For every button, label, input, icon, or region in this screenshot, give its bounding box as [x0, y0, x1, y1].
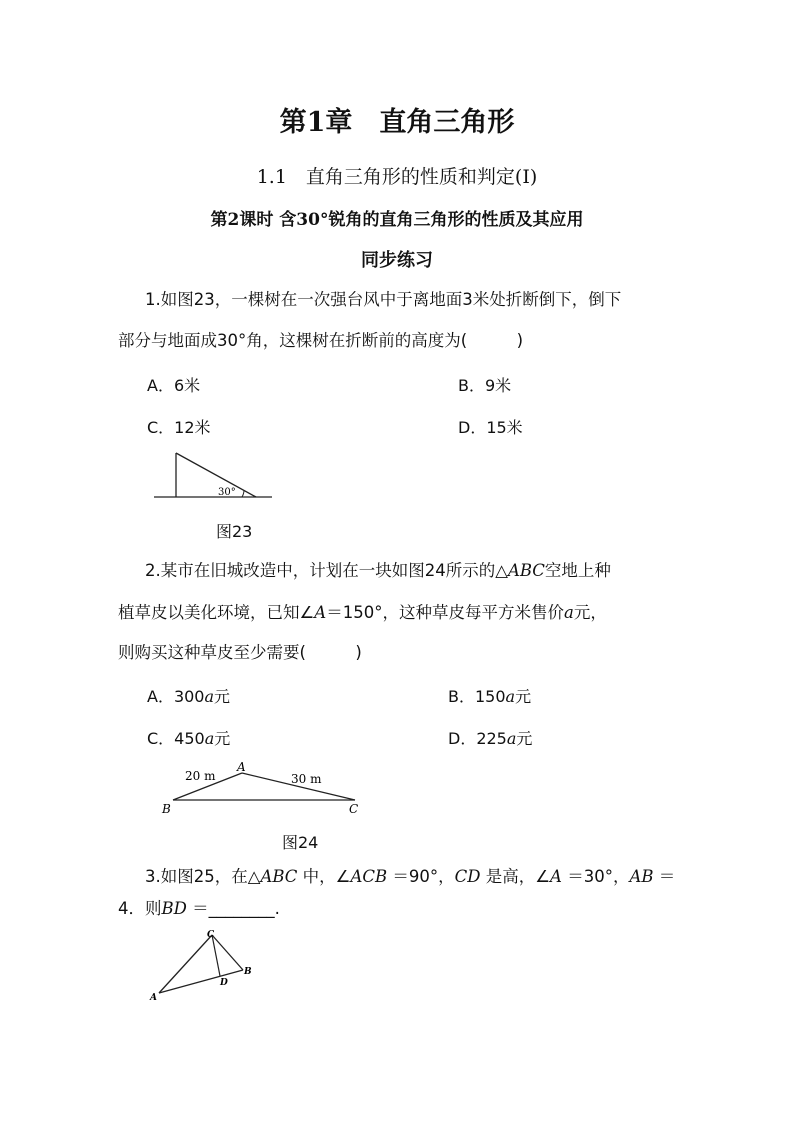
q1-option-d: D．15米 — [458, 418, 523, 437]
vertex-b-label: B — [162, 802, 171, 816]
figure-24-caption: 图24 — [282, 833, 319, 852]
side-ab-label: 20 m — [185, 769, 216, 783]
q2-option-d: D．225a元 — [448, 729, 533, 748]
q3-figure-triangle — [145, 925, 265, 1005]
side-ac-label: 30 m — [291, 772, 322, 786]
q2-line2 — [118, 592, 607, 634]
q2-text: ＝150°，这种草皮每平方米售价 — [326, 603, 564, 622]
vertex-a-label: A — [150, 993, 157, 1003]
q2-text: 空地上种 — [544, 561, 611, 580]
q1-line1: 1.如图23，一棵树在一次强台风中于离地面3米处折断倒下，倒下 — [145, 290, 622, 309]
q2-text: 2.某市在旧城改造中，计划在一块如图24所示的△ — [145, 561, 508, 580]
vertex-c-label: C — [207, 930, 215, 940]
practice-heading: 同步练习 — [361, 250, 433, 271]
vertex-a-label: A — [237, 760, 246, 774]
q2-option-c: C．450a元 — [147, 729, 231, 748]
q2-figure-triangle — [155, 758, 375, 820]
q2-option-b: B．150a元 — [448, 687, 532, 706]
section-title: 1.1 直角三角形的性质和判定(Ⅰ) — [256, 166, 538, 188]
q3-line1: 3.如图25，在△ABC 中，∠ACB ＝90°，CD 是高，∠A ＝30°，AB ＝ — [145, 867, 676, 886]
altitude-cd — [212, 935, 220, 976]
q1-line2: 部分与地面成30°角，这棵树在折断前的高度为( ) — [118, 331, 524, 350]
side-ac — [159, 935, 212, 993]
vertex-c-label: C — [349, 802, 359, 816]
q2-triangle-name: ABC — [507, 561, 545, 580]
q2-option-a: A．300a元 — [147, 687, 231, 706]
q3-line2: 4．则BD ＝________. — [118, 899, 280, 918]
lesson-title: 第2课时 含30°锐角的直角三角形的性质及其应用 — [210, 210, 584, 230]
q2-line1 — [145, 550, 611, 592]
q1-option-b: B．9米 — [458, 376, 512, 395]
angle-label: 30° — [218, 487, 236, 498]
chapter-title: 第1章 直角三角形 — [279, 107, 515, 138]
side-cb — [212, 935, 243, 970]
q1-figure-tree — [150, 450, 280, 505]
q1-option-c: C．12米 — [147, 418, 211, 437]
q2-line3: 则购买这种草皮至少需要( ) — [118, 643, 362, 662]
point-d-label: D — [220, 978, 228, 988]
q2-text: 植草皮以美化环境，已知∠ — [118, 603, 315, 622]
angle-arc — [242, 490, 244, 497]
q2-text: 元， — [573, 603, 607, 622]
side-ab — [159, 970, 243, 993]
figure-23-caption: 图23 — [216, 522, 253, 541]
q1-option-a: A．6米 — [147, 376, 201, 395]
q2-price-var: a — [563, 603, 574, 622]
vertex-b-label: B — [244, 967, 252, 977]
q2-angle-var: A — [314, 603, 327, 622]
